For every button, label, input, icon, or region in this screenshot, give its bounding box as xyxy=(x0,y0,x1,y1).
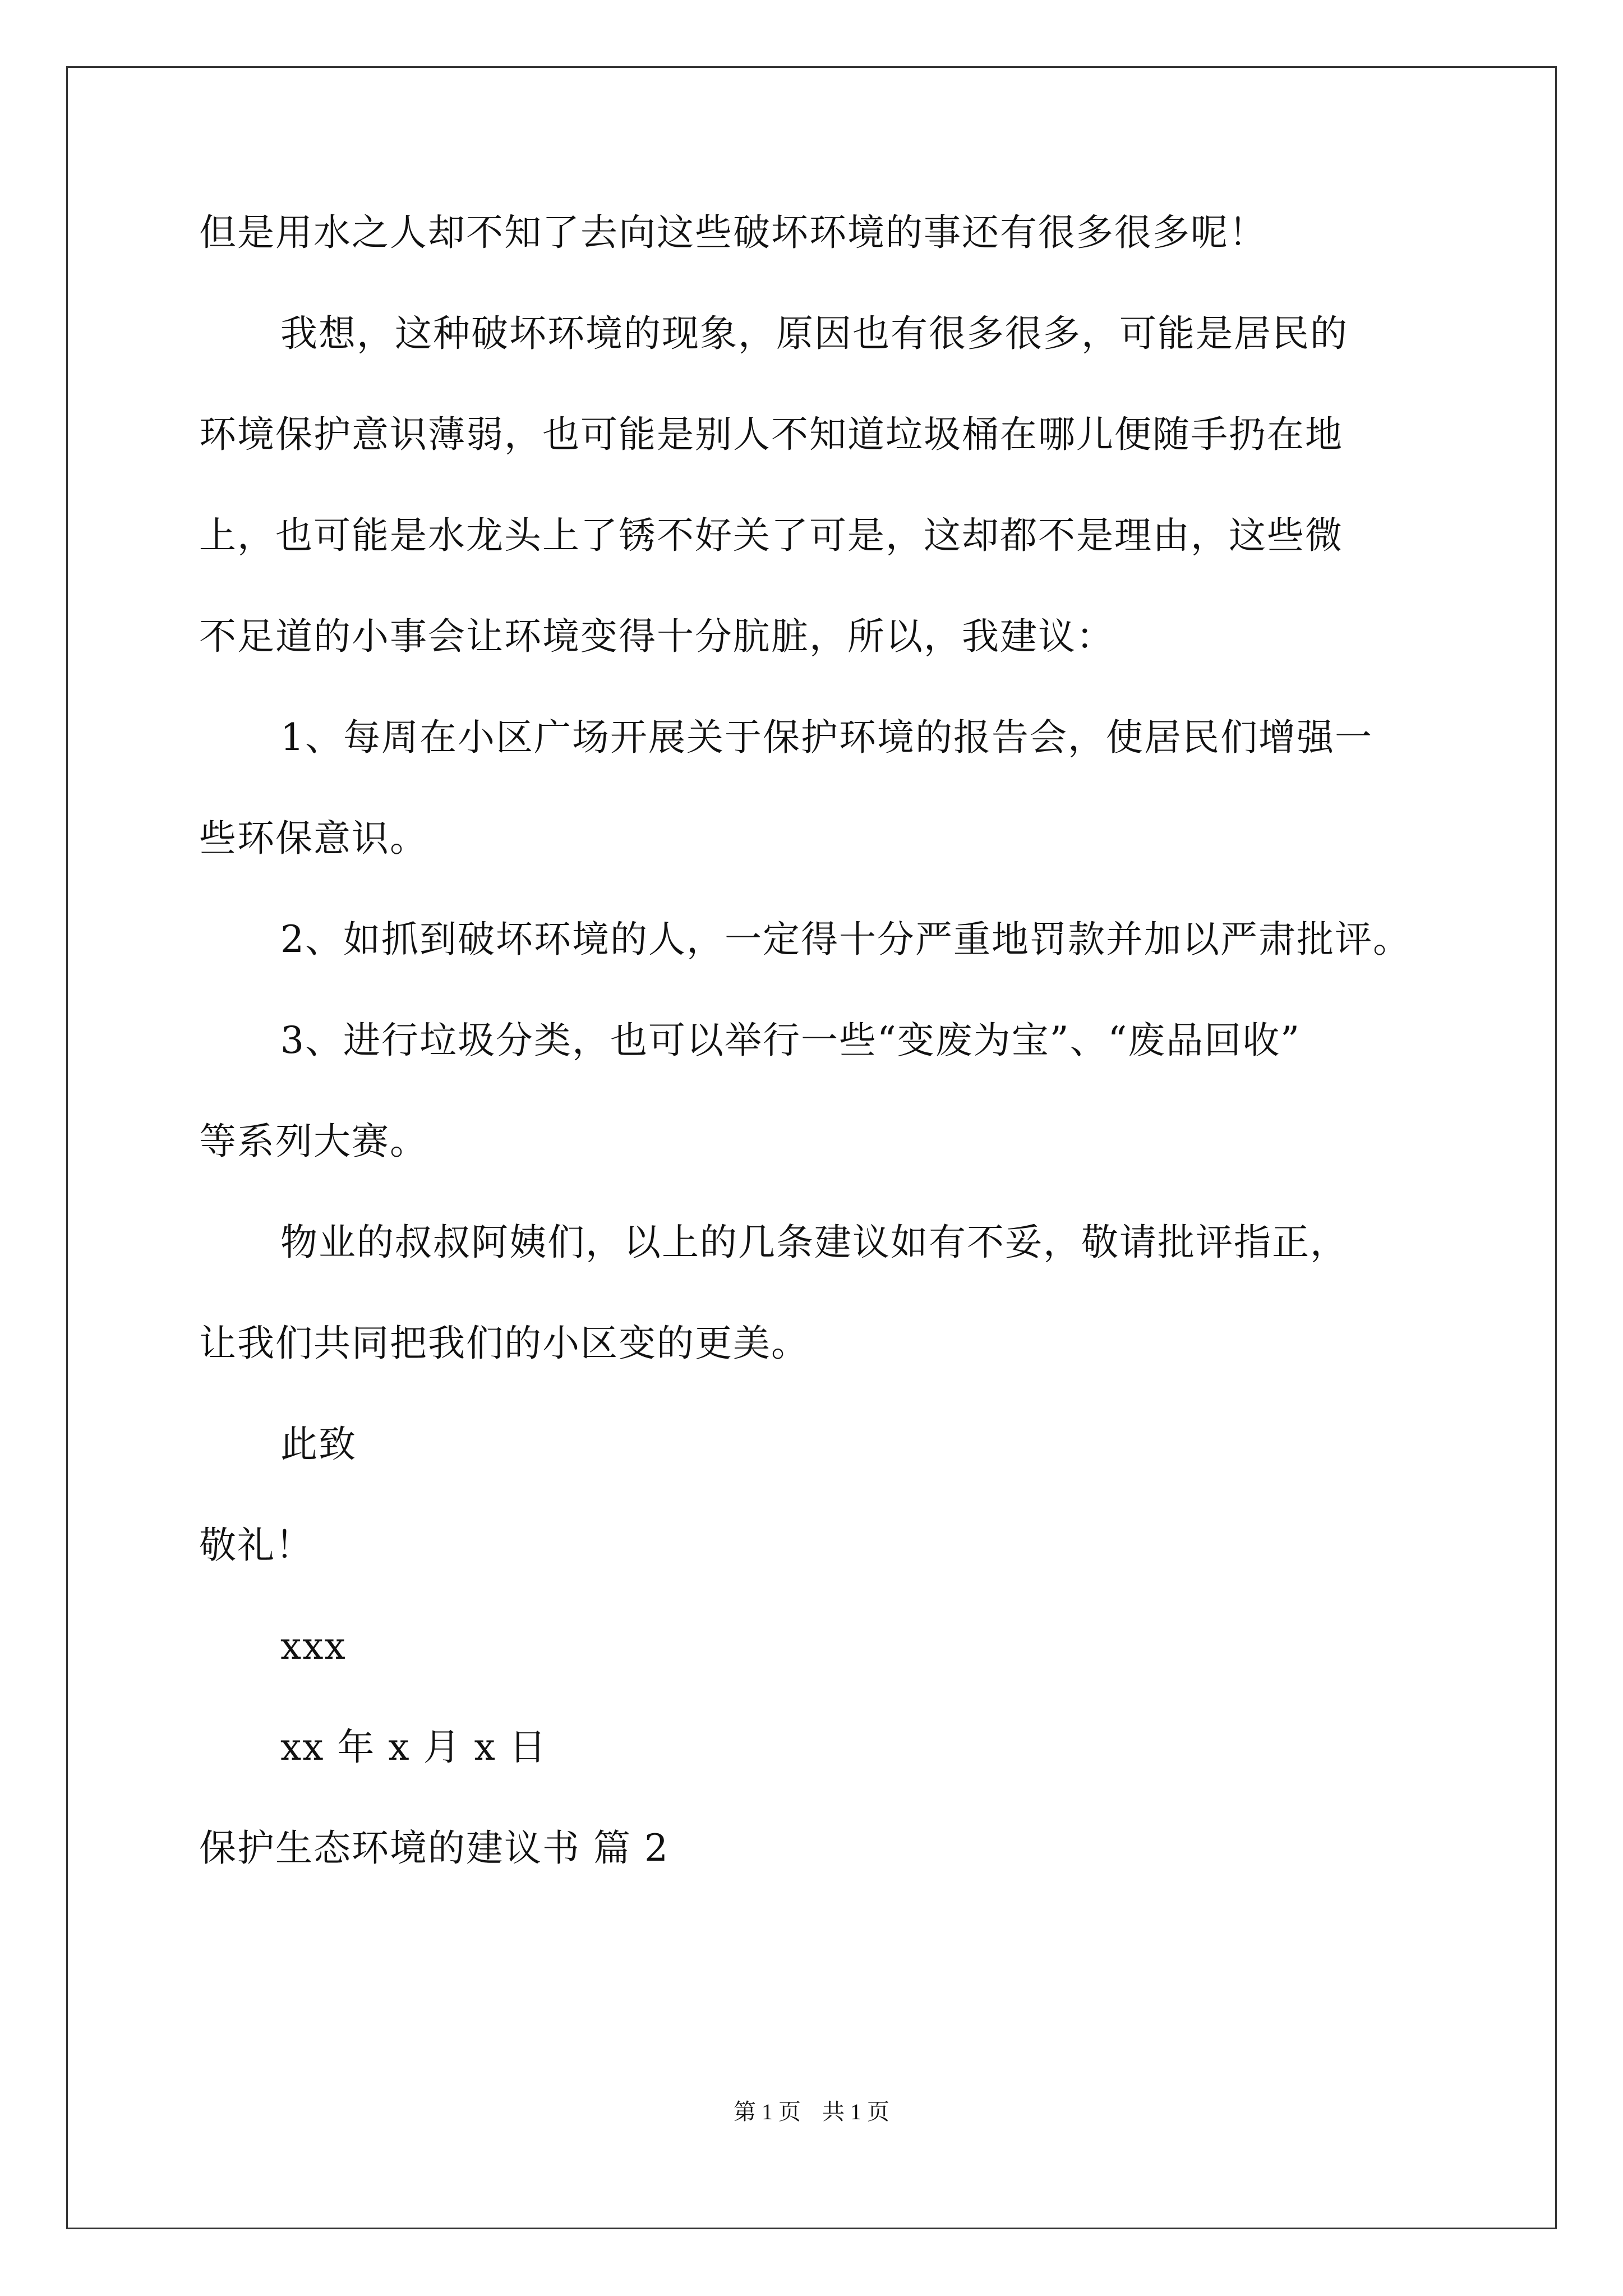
text-line: 上，也可能是水龙头上了锈不好关了可是，这却都不是理由，这些微 xyxy=(199,514,1343,557)
text-line: 等系列大赛。 xyxy=(199,1120,428,1163)
section-heading: 保护生态环境的建议书 篇 2 xyxy=(199,1826,669,1870)
text-line: 敬礼！ xyxy=(199,1524,313,1567)
text-line: 物业的叔叔阿姨们，以上的几条建议如有不妥，敬请批评指正， xyxy=(280,1221,1348,1264)
text-line: 些环保意识。 xyxy=(199,817,428,860)
signature-date: xx 年 x 月 x 日 xyxy=(280,1726,547,1769)
text-line: 3、进行垃圾分类，也可以举行一些“变废为宝”、“废品回收” xyxy=(280,1019,1301,1062)
text-line: 但是用水之人却不知了去向这些破坏环境的事还有很多很多呢！ xyxy=(199,211,1267,254)
page-number-total: 共 1 页 xyxy=(822,2099,889,2124)
text-line: 此致 xyxy=(280,1423,357,1466)
text-line: 让我们共同把我们的小区变的更美。 xyxy=(199,1322,809,1365)
text-line: 不足道的小事会让环境变得十分肮脏，所以，我建议： xyxy=(199,615,1114,658)
text-line: 2、如抓到破坏环境的人，一定得十分严重地罚款并加以严肃批评。 xyxy=(280,918,1411,961)
text-line: 1、每周在小区广场开展关于保护环境的报告会，使居民们增强一 xyxy=(280,716,1373,759)
text-line: 环境保护意识薄弱，也可能是别人不知道垃圾桶在哪儿便随手扔在地 xyxy=(199,413,1343,456)
text-line: 我想，这种破坏环境的现象，原因也有很多很多，可能是居民的 xyxy=(280,312,1348,355)
page-number-current: 第 1 页 xyxy=(734,2099,801,2124)
signature-name: xxx xyxy=(280,1625,347,1668)
page-footer xyxy=(0,2095,1623,2129)
